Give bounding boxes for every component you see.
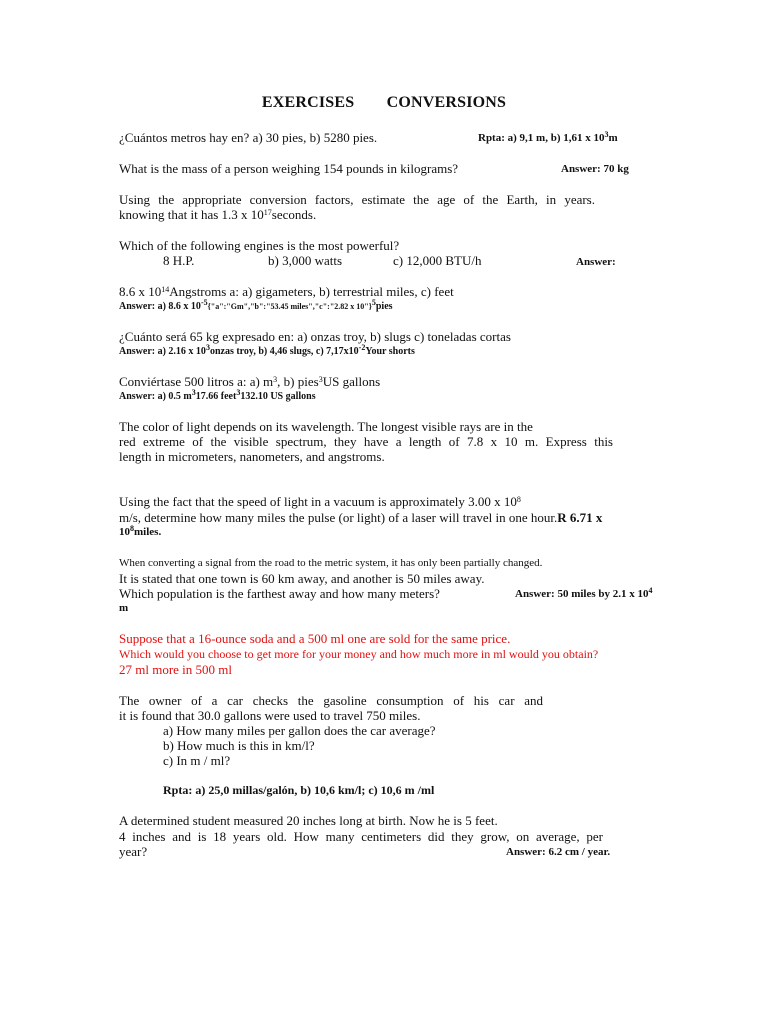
- ex8-line3: length in micrometers, nanometers, and angstroms.: [119, 449, 385, 464]
- ex10-answer: Answer: 50 miles by 2.1 x $10^4$: [515, 586, 653, 600]
- ex12-part-b: b) How much is this in km/l?: [163, 738, 315, 753]
- ex4-option-c: c) 12,000 BTU/h: [393, 253, 482, 268]
- ex3-line2: knowing that it has 1.3 x $10^{17}seconds$.: [119, 207, 317, 222]
- ex6-question: ¿Cuánto será 65 kg expresado en: a) onzas troy, b) slugs c) toneladas cortas: [119, 329, 511, 344]
- ex2-answer: Answer: 70 kg: [561, 163, 629, 175]
- ex2-question: What is the mass of a person weighing 154 pounds in kilograms?: [119, 161, 459, 176]
- ex4-answer: Answer:: [576, 256, 616, 268]
- ex3-line1: Using the appropriate conversion factors, estimate the age of the Earth, in years.: [119, 192, 595, 207]
- ex1-answer: Rpta: a) 9,1 m, b) 1,61 x $10^3m$: [478, 130, 618, 144]
- ex13-line3: year?: [119, 844, 148, 859]
- ex10-line3: Which population is the farthest away and how many meters?: [119, 586, 440, 601]
- ex4-question: Which of the following engines is the most powerful?: [119, 238, 400, 253]
- ex4-option-b: b) 3,000 watts: [268, 253, 343, 268]
- ex8-line2: red extreme of the visible spectrum, they have a length of 7.8 x 10 m. Express this: [119, 434, 613, 449]
- ex4-option-a: 8 H.P.: [163, 253, 195, 268]
- ex8-line1: The color of light depends on its wavelength. The longest visible rays are in the: [119, 419, 533, 434]
- ex7-answer: Answer: a) 0.5 $m^317.66$ feet$^3$132.10 US gallons: [119, 388, 316, 402]
- ex9-line1: Using the fact that the speed of light in a vacuum is approximately 3.00 x $10^8$: [119, 494, 521, 509]
- ex11-line1: Suppose that a 16-ounce soda and a 500 ml one are sold for the same price.: [119, 631, 511, 646]
- title-conversions: CONVERSIONS: [386, 94, 507, 111]
- ex6-answer: Answer: a) 2.16 x $10^3onzas$ troy, b) 4,46 slugs, c) $7,17x10^{-2}Your$ shorts: [119, 343, 415, 357]
- ex13-line2: 4 inches and is 18 years old. How many centimeters did they grow, on average, per: [119, 829, 603, 844]
- ex13-answer: Answer: 6.2 cm / year.: [506, 846, 611, 858]
- ex12-line1: The owner of a car checks the gasoline consumption of his car and: [119, 693, 543, 708]
- ex7-question: Conviértase 500 litros a: a) $m^3$, b) pies$^3$US gallons: [119, 374, 381, 389]
- ex11-line2: Which would you choose to get more for your money and how much more in ml would you obtain?: [119, 647, 599, 661]
- ex11-line3: 27 ml more in 500 ml: [119, 662, 233, 677]
- title-exercises: EXERCISES: [261, 94, 355, 111]
- ex10-line2: It is stated that one town is 60 km away, and another is 50 miles away.: [119, 571, 485, 586]
- ex9-answer-cont: $10^8miles$.: [119, 524, 162, 538]
- ex12-line2: it is found that 30.0 gallons were used to travel 750 miles.: [119, 708, 421, 723]
- ex12-answer: Rpta: a) 25,0 millas/galón, b) 10,6 km/l; c) 10,6 m /ml: [163, 783, 435, 797]
- ex5-question: 8.6 x $10^{14}Angstroms$ a: a) gigameters, b) terrestrial miles, c) feet: [119, 284, 454, 299]
- ex10-line1: When converting a signal from the road to the metric system, it has only been partially changed.: [119, 557, 543, 569]
- ex12-part-a: a) How many miles per gallon does the car average?: [163, 723, 436, 738]
- ex9-line2: m/s, determine how many miles the pulse (or light) of a laser will travel in one hour.R 6.71 x: [119, 510, 603, 525]
- ex1-question: ¿Cuántos metros hay en? a) 30 pies, b) 5280 pies.: [119, 130, 378, 145]
- ex10-answer-unit: m: [119, 602, 129, 614]
- ex13-line1: A determined student measured 20 inches long at birth. Now he is 5 feet.: [119, 813, 498, 828]
- ex9-answer: R 6.71 x: [557, 510, 603, 525]
- page-title: [0, 94, 768, 112]
- ex5-answer: Answer: a) 8.6 x $10^{-5}\{"a":"Gm","b":"53.45$ miles","c":"2.82 x 10"}$^5$pies: [119, 298, 393, 312]
- ex12-part-c: c) In m / ml?: [163, 753, 231, 768]
